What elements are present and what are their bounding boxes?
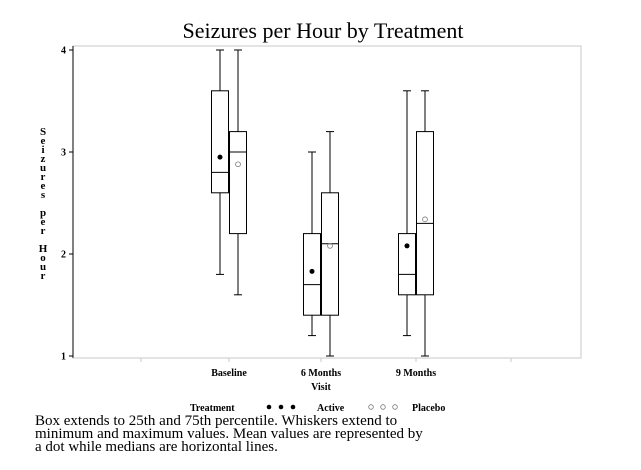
y-axis-label-char: e <box>40 135 46 147</box>
x-axis-label: Visit <box>311 382 331 393</box>
footnote-line: a dot while medians are horizontal lines. <box>35 439 278 455</box>
legend-label-active: Active <box>317 403 345 414</box>
legend-symbol-placebo <box>369 405 398 410</box>
x-tick-label: Baseline <box>211 368 247 379</box>
y-axis-label-char: r <box>40 171 46 183</box>
y-axis-label-char: S <box>39 126 47 138</box>
y-tick-label: 4 <box>61 45 66 57</box>
chart-title: Seizures per Hour by Treatment <box>182 18 464 43</box>
y-axis-label-char: u <box>39 261 47 273</box>
y-tick-label: 2 <box>61 249 66 261</box>
box-iqr <box>304 234 321 316</box>
y-axis-label-char: r <box>40 225 46 237</box>
box-iqr <box>212 91 229 193</box>
mean-dot <box>405 243 410 248</box>
box-active-1 <box>304 152 321 336</box>
legend-title: Treatment <box>190 403 235 414</box>
y-axis-label-char: e <box>40 216 46 228</box>
box-active-0 <box>212 50 229 274</box>
y-axis-label-char: i <box>41 144 45 156</box>
y-axis-label-char: e <box>40 180 46 192</box>
box-iqr <box>417 132 434 295</box>
y-axis-label-char: o <box>40 252 46 264</box>
boxes-layer <box>212 50 434 356</box>
y-axis <box>61 46 73 363</box>
mean-dot <box>310 269 315 274</box>
x-axis <box>73 358 581 379</box>
y-axis-label <box>39 126 48 282</box>
box-placebo-1 <box>322 132 339 356</box>
box-placebo-2 <box>417 91 434 356</box>
legend-label-placebo: Placebo <box>412 403 446 414</box>
y-axis-label-char: u <box>39 162 47 174</box>
x-tick-label: 9 Months <box>395 368 437 379</box>
y-tick-label: 1 <box>61 351 66 363</box>
box-iqr <box>322 193 339 315</box>
box-iqr <box>230 132 247 234</box>
footnote <box>35 415 635 454</box>
box-placebo-0 <box>230 50 247 295</box>
y-tick-label: 3 <box>61 147 66 159</box>
y-axis-label-char: s <box>40 189 46 201</box>
box-iqr <box>399 234 416 295</box>
y-axis-label-char: r <box>40 270 46 282</box>
y-axis-label-char: p <box>39 207 47 219</box>
mean-dot <box>218 155 223 160</box>
y-axis-label-char: z <box>40 153 46 165</box>
footnote-line: minimum and maximum values. Mean values are represented by <box>35 426 423 442</box>
y-axis-label-char: H <box>38 243 48 255</box>
legend-symbol-active <box>267 405 296 410</box>
x-tick-label: 6 Months <box>300 368 342 379</box>
footnote-line: Box extends to 25th and 75th percentile. Whiskers extend to <box>35 413 398 429</box>
box-active-2 <box>399 91 416 336</box>
